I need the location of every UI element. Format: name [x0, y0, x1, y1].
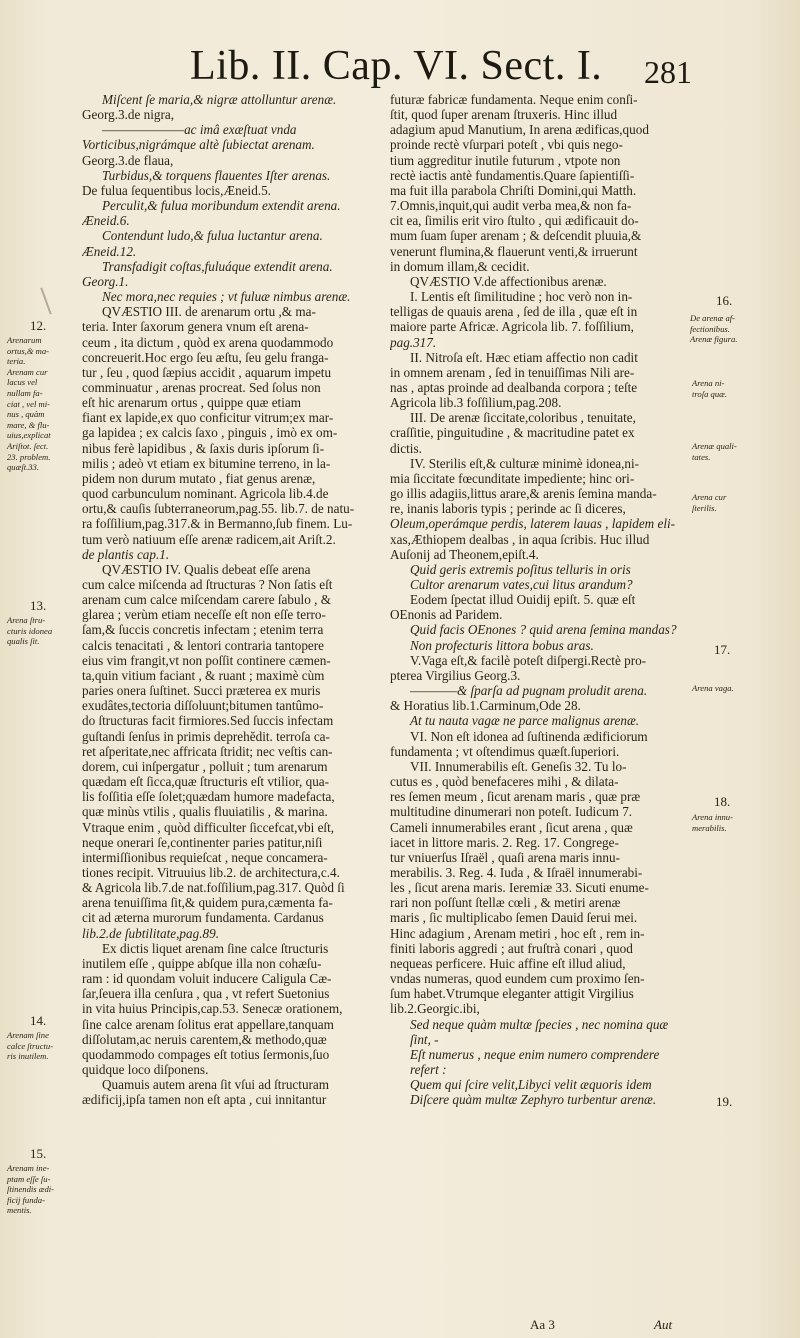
margin-note — [692, 441, 762, 462]
text-line: QVÆSTIO V.de affectionibus arenæ. — [410, 273, 607, 289]
text-line: multitudine dinumerari non poteſt. Iudicum 7. — [390, 804, 633, 820]
text-line: Vorticibus,nigrámque altè ſubiectat arenam. — [82, 137, 315, 153]
margin-note-line: nus , quàm — [7, 409, 45, 420]
text-line: dorem, cui inſpergatur , polluit ; tum arenarum — [82, 758, 328, 774]
margin-note-line: Arenæ quali- — [692, 441, 737, 451]
text-line: arenam cum calce miſcendam carere ſabulo , & — [82, 592, 331, 608]
text-line: ceum , ita dictum , quòd ex arena quodammodo — [82, 334, 334, 350]
margin-note-line: Arena ſtru- — [7, 615, 46, 625]
text-line: Miſcent ſe maria,& nigræ attolluntur arenæ. — [102, 92, 337, 107]
text-line: nequeas perficere. Huic affine eſt illud aliud, — [390, 955, 626, 971]
text-line: Cameli innumerabiles erant , ſicut arena , quæ — [390, 819, 633, 835]
text-line: ga lapidea ; ex calcis ſaxo , pinguis , imò ex om- — [82, 425, 338, 441]
text-line: Hinc adagium , Arenam metiri , hoc eſt , rem in- — [390, 925, 645, 941]
margin-note-line: ſtinendis ædi- — [7, 1184, 55, 1195]
margin-note-line: lacus vel — [7, 377, 38, 388]
text-line: Quem qui ſcire velit,Libyci velit æquoris idem — [410, 1077, 652, 1093]
margin-note-line: ficij funda- — [7, 1194, 45, 1205]
text-line: vndas numeras, quod eundem cum proximo ſen- — [390, 971, 645, 987]
text-line: III. De arenæ ſiccitate,coloribus , tenuitate, — [410, 410, 636, 426]
text-line: ma fuit illa parabola Chriſti Domini,qui Matth. — [390, 182, 637, 198]
text-line: les , ſicut arena maris. Ieremiæ 33. Sicuti enume- — [390, 880, 649, 896]
text-line: re, inanis laboris typis ; perinde ac ſi diceres, — [390, 501, 626, 517]
margin-note-line: De arenæ af- — [690, 313, 736, 323]
text-line: milis ; adeò vt etiam ex bitumine terreno, in la- — [82, 455, 331, 471]
text-line: eſt hic arenarum ortus , quippe quæ etiam — [82, 395, 301, 411]
margin-note-line: ptam eſſe ſu- — [7, 1173, 51, 1184]
text-line: Georg.1. — [82, 273, 129, 289]
text-line: guſtandi ſenſus in primis deprehĕdit. terroſa ca- — [82, 728, 330, 744]
text-line: Ex dictis liquet arenam ſine calce ſtructuris — [102, 940, 329, 956]
text-line: Cultor arenarum vates,cui litus arandum? — [410, 577, 633, 592]
text-line: lib.2.Georgic.ibi, — [390, 1001, 480, 1017]
text-line: ———————ac imâ exæſtuat vnda — [102, 122, 297, 138]
margin-note-line: merabilis. — [692, 822, 727, 833]
text-line: Nec mora,nec requies ; vt fuluæ nimbus arenæ. — [102, 289, 351, 305]
margin-note-line: ortus,& ma- — [7, 345, 50, 356]
text-line: iacet in littore maris. 2. Reg. 17. Congrege- — [390, 834, 619, 850]
margin-note-line: cturis idonea — [7, 625, 53, 636]
text-line: refert : — [410, 1062, 447, 1077]
margin-note — [692, 378, 762, 399]
text-line: VII. Innumerabilis eſt. Geneſis 32. Tu lo- — [410, 758, 627, 774]
margin-note-line: Arena cur — [692, 492, 727, 502]
left-text-column — [82, 92, 378, 1107]
margin-number: 19. — [716, 1094, 733, 1109]
text-line: Contendunt ludo,& fulua luctantur arena. — [102, 228, 323, 244]
margin-number: 12. — [30, 318, 47, 333]
text-line: Agricola lib.3 foſſilium,pag.208. — [390, 395, 562, 411]
text-line: concreuerit.Hoc ergo ſeu æſtu, ſeu gelu franga- — [82, 349, 329, 365]
margin-note-line: ciat , vel mi- — [7, 398, 50, 409]
text-line: do ſtructuras facit firmiores.Sed ſuccis infectam — [82, 713, 334, 729]
margin-number: 13. — [30, 598, 47, 613]
text-line: eius vim frangit,vt non poſſit continere cæmen- — [82, 652, 331, 668]
text-line: maiore parte Africæ. Agricola lib. 7. foſſilium, — [390, 319, 634, 335]
text-line: comminuatur , arenas procreat. Sed ſolus non — [82, 379, 321, 395]
text-line: proinde rectè vſurpari poteſt , vbi quis nego- — [390, 137, 623, 153]
text-line: I. Lentis eſt ſimilitudine ; hoc verò non in- — [410, 289, 633, 305]
text-line: ram : id quondam voluit inducere Caligula Cæ- — [82, 971, 332, 987]
text-line: Georg.3.de flaua, — [82, 152, 174, 168]
text-line: quædam eſt ſicca,quæ ſtructuris eſt vtilior, qua- — [82, 774, 330, 790]
text-line: ————& ſparſa ad pugnam proludit arena. — [410, 683, 648, 699]
text-line: ta,quin vitium faciant , & ruant ; maximè cùm — [82, 667, 325, 683]
text-line: glarea ; verùm etiam neceſſe eſt non eſſe terro- — [82, 607, 326, 623]
text-line: Quamuis autem arena ſit vſui ad ſtructuram — [102, 1077, 330, 1093]
text-line: Quid geris extremis poſitus telluris in oris — [410, 561, 631, 577]
margin-note-line: Arenam cur — [7, 366, 48, 377]
text-line: craſſitie, pinguitudine , & macritudine patet ex — [390, 425, 635, 441]
text-line: lis foſſitia eſſe ſolet;quædam humore madefacta, — [82, 789, 335, 805]
margin-note-line: Arenarum — [7, 335, 42, 345]
right-text-column — [390, 92, 688, 1107]
text-line: 7.Omnis,inquit,qui audit verba mea,& non fa- — [390, 198, 632, 214]
text-line: Perculit,& fulua moribundum extendit arena. — [102, 198, 341, 214]
text-line: ſine calce arenam ſolitus erat appellare,tanquam — [82, 1016, 334, 1032]
text-line: cum calce miſcenda ad ſtructuras ? Non ſatis eſt — [82, 577, 333, 592]
text-line: Æneid.6. — [82, 213, 130, 229]
running-header — [0, 42, 800, 94]
text-line: ſar,ſeuera illa cenſura , qua , vt refert Suetonius — [82, 986, 330, 1002]
text-line: pag.317. — [390, 334, 437, 350]
text-line: Sed neque quàm multæ ſpecies , nec nomina quæ — [410, 1016, 669, 1032]
text-line: lib.2.de ſubtilitate,pag.89. — [82, 925, 219, 941]
margin-number: 14. — [30, 1013, 47, 1028]
margin-note — [7, 1163, 77, 1216]
text-line: Transfadigit coſtas,fuluáque extendit arena. — [102, 258, 333, 274]
text-line: IV. Sterilis eſt,& culturæ minimè idonea,ni- — [410, 455, 640, 471]
text-line: in vita huius Principis,cap.53. Senecæ orationem, — [82, 1001, 343, 1017]
margin-note-line: Arenam ſine — [7, 1030, 49, 1040]
margin-note-line: quæſt.33. — [7, 462, 39, 473]
text-line: pidem non durum mutato , fiat genus arenæ, — [82, 470, 316, 486]
margin-note-line: calce ſtructu- — [7, 1040, 54, 1051]
margin-note-line: fectionibus. — [690, 323, 730, 334]
text-line: de plantis cap.1. — [82, 546, 170, 562]
text-line: quod carbunculum nominant. Agricola lib.4.de — [82, 486, 329, 502]
text-line: dictis. — [390, 440, 422, 456]
text-line: quodammodo compages eſt totius ſermonis,ſuo — [82, 1046, 330, 1062]
text-line: cit ad æterna murorum fundamenta. Cardanus — [82, 910, 324, 926]
margin-note-line: Arena vaga. — [692, 683, 734, 693]
margin-note-line: nullam fa- — [7, 387, 43, 398]
margin-note — [690, 313, 760, 345]
text-line: II. Nitroſa eſt. Hæc etiam affectio non cadit — [410, 349, 638, 365]
text-line: ſam,& ſuccis concretis infectam ; etenim terra — [82, 622, 324, 638]
text-line: OEnonis ad Paridem. — [390, 607, 503, 623]
text-line: exudâtes,tectoria diſſoluunt;bitumen tantûmo- — [82, 698, 324, 714]
text-line: res ſemen meum , ſicut arenam maris , quæ præ — [390, 789, 641, 805]
text-line: in omnem arenam , ſed in tenuiſſimas Nili are- — [390, 364, 635, 380]
margin-note — [692, 492, 762, 513]
text-line: mum ſuam ſuper arenam ; & deſcendit pluuia,& — [390, 228, 642, 244]
margin-note-line: Arena innu- — [692, 812, 733, 822]
page-number: 281 — [644, 54, 692, 90]
text-line: ortu,& cauſis ſubterraneorum,pag.55. lib.7. de natu- — [82, 501, 355, 517]
text-line: paries onera ſuſtinet. Succi præterea ex muris — [82, 683, 321, 699]
text-line: V.Vaga eſt,& facilè poteſt diſpergi.Rectè pro- — [410, 652, 647, 668]
text-line: tiones recipit. Vitruuius lib.2. de architectura,c.4. — [82, 864, 340, 880]
text-line: Georg.3.de nigra, — [82, 107, 175, 123]
margin-note-line: Ariſtot. ſect. — [7, 440, 49, 451]
text-line: At tu nauta vagæ ne parce malignus arenæ. — [410, 713, 640, 729]
margin-note-line: 23. problem. — [7, 451, 51, 462]
text-line: cit ea, ſimilis erit viro ſtulto , qui ædificauit do- — [390, 213, 639, 229]
text-line: fiant ex lapide,ex quo conficitur vitrum;ex mar- — [82, 410, 334, 426]
text-line: finiti laboris aggredi ; aut fruſtrà conari , quod — [390, 940, 633, 956]
text-line: Turbidus,& torquens flauentes Iſter arenas. — [102, 167, 331, 183]
margin-note — [7, 615, 77, 647]
text-line: QVÆSTIO III. de arenarum ortu ,& ma- — [102, 304, 316, 320]
text-line: go illis adagiis,littus arare,& arenis ſemina manda- — [390, 486, 657, 502]
text-line: tium aggreditur inutile futurum , vtpote non — [390, 152, 621, 168]
margin-note — [7, 335, 77, 473]
margin-note — [692, 683, 762, 694]
text-line: quidque loco diſponens. — [82, 1062, 209, 1077]
margin-number: 18. — [714, 794, 731, 809]
text-line: maris , ſic multiplicabo ſemen Dauid ſerui mei. — [390, 910, 638, 926]
text-line: diſſolutam,ac neruis carentem,& methodo,quæ — [82, 1031, 327, 1047]
text-line: inutilem eſſe , quippe abſque illa non cohæſu- — [82, 955, 322, 971]
text-line: neque onerari ſe,continenter paries patitur,niſi — [82, 834, 323, 850]
text-line: telligas de quauis arena , ſed de illa , quæ eſt in — [390, 304, 638, 320]
text-line: tur , ſeu , quod ſæpius accidit , aquarum impetu — [82, 364, 332, 380]
text-line: xas,Æthiopem dealbas , in aqua ſcribis. Huc illud — [390, 531, 650, 547]
text-line: Eodem ſpectat illud Ouidij epiſt. 5. quæ eſt — [410, 592, 636, 608]
margin-note-line: troſa quæ. — [692, 388, 728, 399]
signature-mark: Aa 3 — [530, 1317, 555, 1332]
margin-note-line: tates. — [692, 451, 711, 462]
text-line: tum verò natiuum eſſe arenæ radicem,ait Ariſt.2. — [82, 531, 336, 547]
margin-note — [7, 1030, 77, 1062]
text-line: VI. Non eſt idonea ad ſuſtinenda ædificiorum — [410, 728, 648, 744]
text-line: rari non poſſunt ſtellæ cœli , & metiri arenæ — [390, 895, 621, 911]
margin-number: 15. — [30, 1146, 47, 1161]
text-line: QVÆSTIO IV. Qualis debeat eſſe arena — [102, 561, 311, 577]
text-line: Vtraque enim , quòd difficulter ſiccefcat,vbi eſt, — [82, 819, 335, 835]
margin-note-line: mentis. — [7, 1205, 32, 1216]
text-line: calcis tenacitati , & lentori contraria tantopere — [82, 637, 325, 653]
catchword: Aut — [654, 1317, 673, 1332]
text-line: in domum illam,& cecidit. — [390, 258, 530, 274]
margin-note-line: ris inutilem. — [7, 1051, 49, 1062]
text-line: ſtit, quod ſuper arenam ſtruxeris. Hinc illud — [390, 107, 618, 123]
text-line: quæ minùs vtilis , qualis fluuiatilis , & marina. — [82, 804, 328, 820]
margin-note — [692, 812, 762, 833]
text-line: ſint, - — [410, 1031, 439, 1047]
text-line: Oleum,operámque perdis, laterem lauas , lapidem eli- — [390, 516, 676, 532]
text-line: mia ſiccitate fœcunditate impediente; hinc ori- — [390, 470, 635, 486]
text-line: Non profecturis littora bobus aras. — [410, 637, 594, 653]
text-line: fundamenta ; vt oſtendimus quæſt.ſuperiori. — [390, 743, 620, 759]
text-line: Eſt numerus , neque enim numero comprendere — [410, 1046, 660, 1062]
text-line: merabilis. 3. Reg. 4. Iuda , & Iſraël innumerabi- — [390, 864, 643, 880]
header-title: Lib. II. Cap. VI. Sect. I. — [190, 43, 603, 89]
text-line: adagium apud Manutium, In arena ædificas,quod — [390, 122, 649, 138]
margin-note-line: uius,explicat — [7, 430, 51, 441]
text-line: rectè iactis antè fundamentis.Quare ſapientiſſi- — [390, 167, 635, 183]
text-line: tur vniuerſus Iſraël , quaſi arena maris innu- — [390, 849, 620, 865]
text-line: futuræ fabricæ fundamenta. Neque enim conſi- — [390, 92, 638, 107]
text-line: pterea Virgilius Georg.3. — [390, 667, 521, 683]
margin-note-line: Arena ni- — [692, 378, 725, 388]
text-line: nas , aptas proinde ad dealbanda corpora ; teſte — [390, 379, 638, 395]
text-line: Æneid.12. — [82, 243, 137, 259]
text-line: Diſcere quàm multæ Zephyro turbentur arenæ. — [410, 1092, 657, 1108]
text-line: ædificij,ipſa tamen non eſt apta , cui innitantur — [82, 1092, 327, 1108]
margin-note-line: mare, & flu- — [7, 419, 50, 430]
text-line: venerunt flumina,& flauerunt venti,& irruerunt — [390, 243, 638, 259]
text-line: nibus ferè lapidibus , & ſaxis duris ipſorum ſi- — [82, 440, 325, 456]
text-line: arena tenuiſſima ſit,& quidem pura,cæmenta fa- — [82, 895, 333, 911]
margin-note-line: ſterilis. — [692, 502, 717, 513]
text-line: ſum habet.Vtrumque eleganter attigit Virgilius — [390, 986, 634, 1002]
margin-note-line: Arenæ figura. — [690, 334, 738, 345]
margin-note-line: Arenam ine- — [7, 1163, 50, 1173]
text-line: ret aſperitate,nec affricata ſtridit; nec veſtis can- — [82, 743, 333, 759]
text-line: & Horatius lib.1.Carminum,Ode 28. — [390, 698, 581, 714]
text-line: & Agricola lib.7.de nat.foſſilium,pag.317. Quòd ſi — [82, 880, 345, 896]
text-line: cutus es , quòd benefaceres mihi , & dilata- — [390, 774, 619, 790]
margin-note-line: qualis ſit. — [7, 636, 40, 647]
text-line: teria. Inter ſaxorum genera vnum eſt arena- — [82, 319, 309, 335]
margin-note-line: teria. — [7, 356, 26, 367]
text-line: ra foſſilium,pag.317.& in Bermanno,ſub finem. Lu- — [82, 516, 353, 532]
text-line: Auſonij ad Theonem,epiſt.4. — [390, 546, 539, 562]
margin-number: 16. — [716, 293, 733, 308]
margin-number: 17. — [714, 642, 731, 657]
text-line: Quid facis OEnones ? quid arena ſemina mandas? — [410, 622, 677, 638]
text-line: De fulua ſequentibus locis,Æneid.5. — [82, 182, 271, 198]
text-line: intermiſſionibus requieſcat , neque concamera- — [82, 849, 328, 865]
pencil-mark — [40, 288, 51, 315]
